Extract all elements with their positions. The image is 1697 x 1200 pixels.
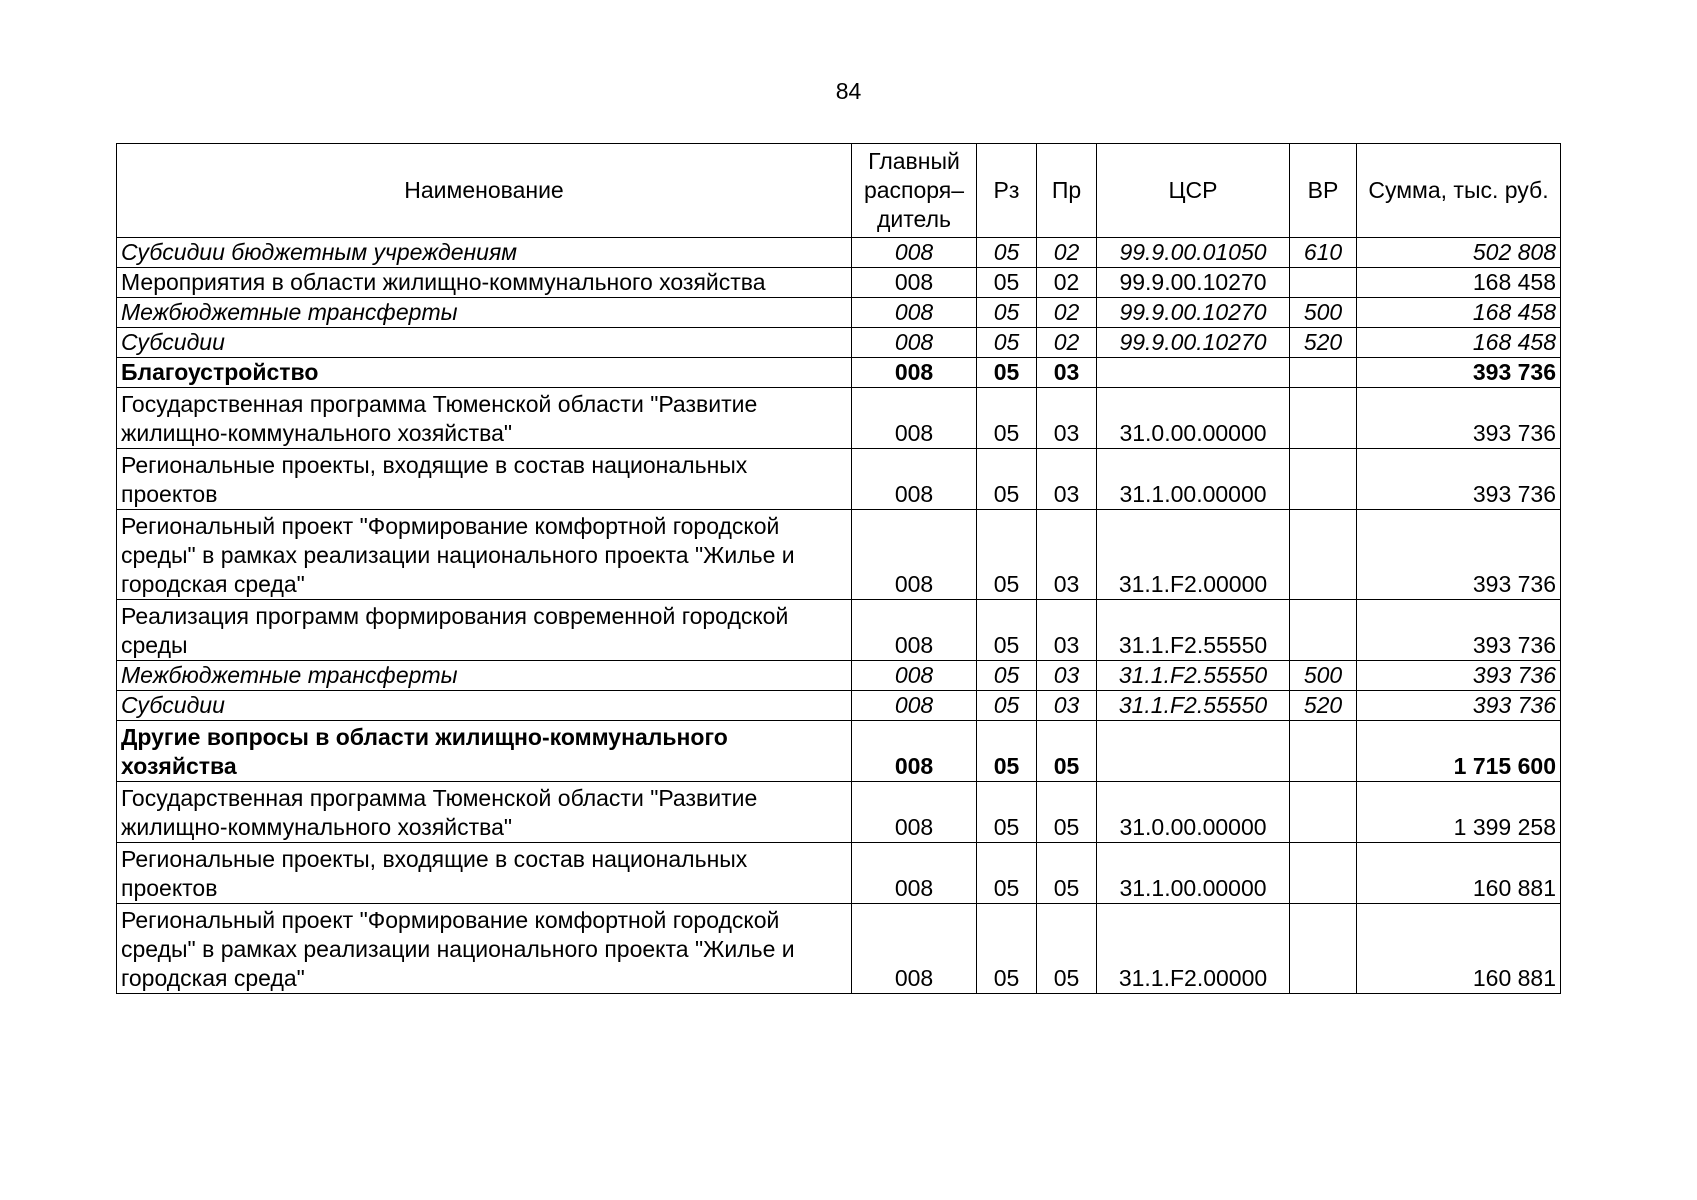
row-rz: 05 <box>977 782 1037 843</box>
header-rz: Рз <box>977 144 1037 238</box>
table-row <box>117 268 1561 298</box>
row-vr <box>1290 782 1357 843</box>
row-sum: 393 736 <box>1357 600 1561 661</box>
row-name: Субсидии <box>117 328 852 358</box>
row-name: Другие вопросы в области жилищно-коммунального хозяйства <box>117 721 852 782</box>
row-rz: 05 <box>977 268 1037 298</box>
row-name: Региональные проекты, входящие в состав национальных проектов <box>117 449 852 510</box>
row-rz: 05 <box>977 388 1037 449</box>
row-name: Межбюджетные трансферты <box>117 661 852 691</box>
row-name: Реализация программ формирования современной городской среды <box>117 600 852 661</box>
row-name: Региональный проект "Формирование комфортной городской среды" в рамках реализации национального проекта "Жилье и городская среда" <box>117 510 852 600</box>
row-sum: 393 736 <box>1357 510 1561 600</box>
row-sum: 168 458 <box>1357 298 1561 328</box>
row-main-manager: 008 <box>852 904 977 994</box>
row-pr: 03 <box>1037 510 1097 600</box>
row-name: Региональный проект "Формирование комфортной городской среды" в рамках реализации национального проекта "Жилье и городская среда" <box>117 904 852 994</box>
row-sum: 393 736 <box>1357 691 1561 721</box>
row-name: Мероприятия в области жилищно-коммунального хозяйства <box>117 268 852 298</box>
row-vr <box>1290 268 1357 298</box>
row-name: Субсидии <box>117 691 852 721</box>
table-row <box>117 782 1561 843</box>
row-main-manager: 008 <box>852 358 977 388</box>
row-sum: 168 458 <box>1357 268 1561 298</box>
row-csr: 31.1.F2.55550 <box>1097 691 1290 721</box>
row-main-manager: 008 <box>852 328 977 358</box>
budget-table <box>116 143 1561 994</box>
table-body <box>117 238 1561 994</box>
row-csr <box>1097 721 1290 782</box>
row-csr <box>1097 358 1290 388</box>
row-vr <box>1290 600 1357 661</box>
row-vr <box>1290 449 1357 510</box>
row-sum: 160 881 <box>1357 843 1561 904</box>
header-vr: ВР <box>1290 144 1357 238</box>
row-csr: 31.0.00.00000 <box>1097 782 1290 843</box>
row-main-manager: 008 <box>852 600 977 661</box>
table-row <box>117 388 1561 449</box>
row-vr <box>1290 904 1357 994</box>
header-name: Наименование <box>117 144 852 238</box>
row-rz: 05 <box>977 600 1037 661</box>
table-row <box>117 358 1561 388</box>
row-name: Субсидии бюджетным учреждениям <box>117 238 852 268</box>
row-vr <box>1290 358 1357 388</box>
row-sum: 1 715 600 <box>1357 721 1561 782</box>
row-main-manager: 008 <box>852 510 977 600</box>
row-pr: 05 <box>1037 782 1097 843</box>
table-row <box>117 661 1561 691</box>
table-row <box>117 328 1561 358</box>
row-rz: 05 <box>977 904 1037 994</box>
row-csr: 99.9.00.10270 <box>1097 268 1290 298</box>
table-row <box>117 843 1561 904</box>
header-main-manager: Главный распоря– дитель <box>852 144 977 238</box>
row-rz: 05 <box>977 691 1037 721</box>
row-pr: 02 <box>1037 238 1097 268</box>
row-rz: 05 <box>977 843 1037 904</box>
row-main-manager: 008 <box>852 268 977 298</box>
row-csr: 99.9.00.01050 <box>1097 238 1290 268</box>
row-csr: 31.1.F2.00000 <box>1097 904 1290 994</box>
row-rz: 05 <box>977 661 1037 691</box>
table-row <box>117 600 1561 661</box>
row-vr: 520 <box>1290 328 1357 358</box>
row-sum: 393 736 <box>1357 449 1561 510</box>
row-name: Межбюджетные трансферты <box>117 298 852 328</box>
row-sum: 502 808 <box>1357 238 1561 268</box>
row-main-manager: 008 <box>852 691 977 721</box>
table-row <box>117 449 1561 510</box>
row-name: Государственная программа Тюменской области "Развитие жилищно-коммунального хозяйства" <box>117 782 852 843</box>
header-sum: Сумма, тыс. руб. <box>1357 144 1561 238</box>
table-row <box>117 298 1561 328</box>
row-main-manager: 008 <box>852 661 977 691</box>
row-main-manager: 008 <box>852 238 977 268</box>
row-rz: 05 <box>977 328 1037 358</box>
row-main-manager: 008 <box>852 782 977 843</box>
row-sum: 393 736 <box>1357 388 1561 449</box>
row-rz: 05 <box>977 358 1037 388</box>
table-row <box>117 691 1561 721</box>
row-pr: 05 <box>1037 721 1097 782</box>
row-vr <box>1290 388 1357 449</box>
row-name: Государственная программа Тюменской области "Развитие жилищно-коммунального хозяйства" <box>117 388 852 449</box>
row-csr: 31.0.00.00000 <box>1097 388 1290 449</box>
row-vr: 500 <box>1290 298 1357 328</box>
row-main-manager: 008 <box>852 843 977 904</box>
row-vr: 610 <box>1290 238 1357 268</box>
row-csr: 99.9.00.10270 <box>1097 298 1290 328</box>
row-main-manager: 008 <box>852 298 977 328</box>
row-vr <box>1290 721 1357 782</box>
row-rz: 05 <box>977 721 1037 782</box>
row-vr <box>1290 510 1357 600</box>
row-vr: 520 <box>1290 691 1357 721</box>
row-pr: 03 <box>1037 358 1097 388</box>
row-csr: 31.1.F2.55550 <box>1097 600 1290 661</box>
row-rz: 05 <box>977 449 1037 510</box>
row-pr: 03 <box>1037 600 1097 661</box>
row-sum: 393 736 <box>1357 661 1561 691</box>
row-rz: 05 <box>977 298 1037 328</box>
row-csr: 31.1.00.00000 <box>1097 449 1290 510</box>
row-csr: 31.1.F2.00000 <box>1097 510 1290 600</box>
row-pr: 03 <box>1037 691 1097 721</box>
row-pr: 03 <box>1037 661 1097 691</box>
row-main-manager: 008 <box>852 388 977 449</box>
row-pr: 05 <box>1037 904 1097 994</box>
row-sum: 168 458 <box>1357 328 1561 358</box>
row-csr: 31.1.F2.55550 <box>1097 661 1290 691</box>
row-csr: 31.1.00.00000 <box>1097 843 1290 904</box>
row-main-manager: 008 <box>852 721 977 782</box>
row-rz: 05 <box>977 510 1037 600</box>
header-pr: Пр <box>1037 144 1097 238</box>
row-sum: 393 736 <box>1357 358 1561 388</box>
row-pr: 03 <box>1037 449 1097 510</box>
row-pr: 02 <box>1037 268 1097 298</box>
row-main-manager: 008 <box>852 449 977 510</box>
table-row <box>117 510 1561 600</box>
page-number: 84 <box>835 78 862 104</box>
row-csr: 99.9.00.10270 <box>1097 328 1290 358</box>
row-name: Благоустройство <box>117 358 852 388</box>
row-name: Региональные проекты, входящие в состав национальных проектов <box>117 843 852 904</box>
row-vr: 500 <box>1290 661 1357 691</box>
row-sum: 1 399 258 <box>1357 782 1561 843</box>
row-pr: 05 <box>1037 843 1097 904</box>
table-header <box>117 144 1561 238</box>
table-row <box>117 904 1561 994</box>
row-rz: 05 <box>977 238 1037 268</box>
row-pr: 03 <box>1037 388 1097 449</box>
row-pr: 02 <box>1037 328 1097 358</box>
table-row <box>117 721 1561 782</box>
row-vr <box>1290 843 1357 904</box>
header-csr: ЦСР <box>1097 144 1290 238</box>
row-pr: 02 <box>1037 298 1097 328</box>
row-sum: 160 881 <box>1357 904 1561 994</box>
table-row <box>117 238 1561 268</box>
